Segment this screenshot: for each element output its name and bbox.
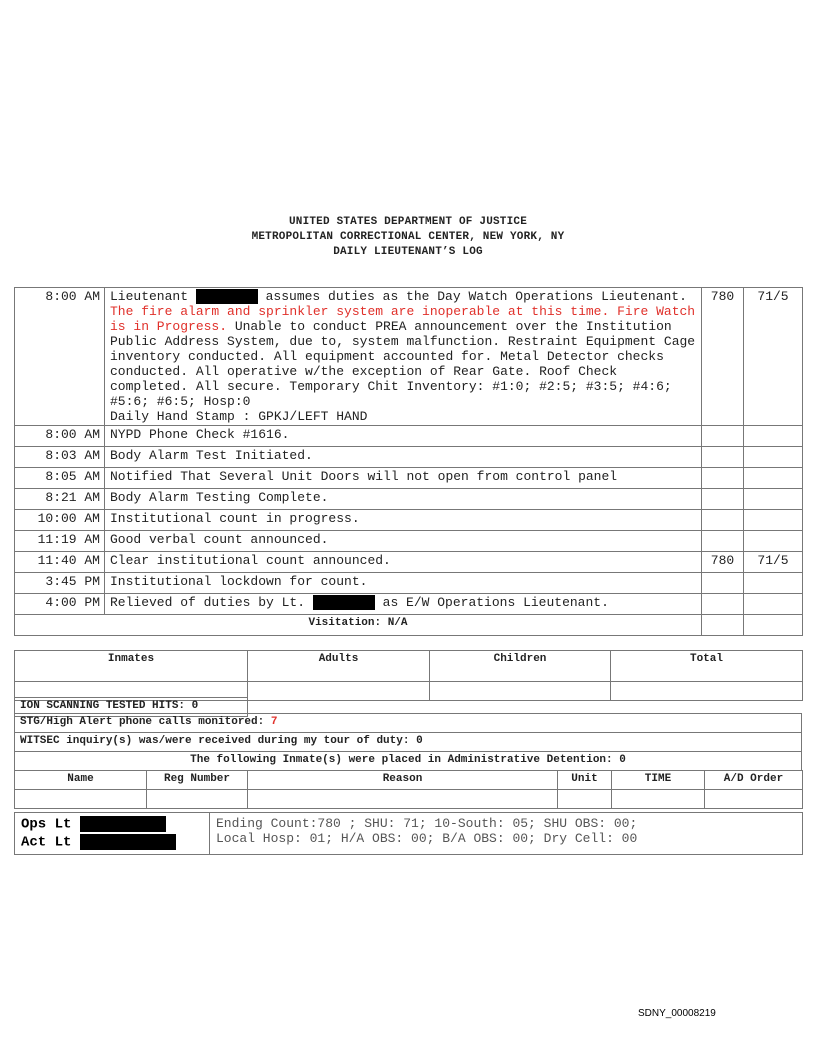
entry-count <box>702 468 744 489</box>
entry-text: Institutional count in progress. <box>105 510 702 531</box>
entry-shu <box>744 468 803 489</box>
entry-text: Good verbal count announced. <box>105 531 702 552</box>
redaction-bar <box>80 834 176 850</box>
entry-shu <box>744 489 803 510</box>
entry-count <box>702 426 744 447</box>
ad-title: The following Inmate(s) were placed in Administrative Detention: 0 <box>15 752 802 771</box>
ad-header: Reason <box>248 771 558 790</box>
log-entry <box>15 552 803 573</box>
log-entry <box>15 489 803 510</box>
entry-count <box>702 447 744 468</box>
entry-time: 8:00 AM <box>15 426 105 447</box>
entry-count <box>702 510 744 531</box>
fire-alarm-note: The fire alarm and sprinkler system are inoperable at this time. <box>110 304 610 320</box>
stg-table <box>14 713 802 771</box>
visits-header: Adults <box>248 651 430 682</box>
header-agency: UNITED STATES DEPARTMENT OF JUSTICE <box>288 216 528 228</box>
entry-time: 8:03 AM <box>15 447 105 468</box>
ad-table <box>14 770 803 809</box>
stg-calls: STG/High Alert phone calls monitored: 7 <box>15 714 802 733</box>
redaction-bar <box>196 289 258 304</box>
ion-scanning: ION SCANNING TESTED HITS: 0 <box>15 698 248 717</box>
log-entry <box>15 288 803 426</box>
log-entry <box>15 447 803 468</box>
entry-time: 8:05 AM <box>15 468 105 489</box>
log-entry <box>15 594 803 615</box>
entry-text: Clear institutional count announced. <box>105 552 702 573</box>
entry-time: 3:45 PM <box>15 573 105 594</box>
log-entry <box>15 468 803 489</box>
entry-time: 8:00 AM <box>15 288 105 426</box>
entry-shu <box>744 594 803 615</box>
entry-count <box>702 531 744 552</box>
entry-shu <box>744 510 803 531</box>
visitation-label: Visitation: N/A <box>15 615 702 636</box>
entry-time: 11:40 AM <box>15 552 105 573</box>
visits-table <box>14 650 803 701</box>
ad-header-row <box>15 771 803 790</box>
redaction-bar <box>313 595 375 610</box>
entry-text: NYPD Phone Check #1616. <box>105 426 702 447</box>
log-entry <box>15 531 803 552</box>
ending-count-cell <box>210 813 803 855</box>
ad-header: A/D Order <box>705 771 803 790</box>
signature-cell <box>15 813 210 855</box>
ending-count-line2: Local Hosp: 01; H/A OBS: 00; B/A OBS: 00; Dry Cell: 00 <box>216 831 638 846</box>
ad-header: Unit <box>558 771 612 790</box>
ad-header: TIME <box>612 771 705 790</box>
entry-count <box>702 489 744 510</box>
ad-empty-row <box>15 790 803 809</box>
entry-count: 780 <box>702 288 744 426</box>
visits-header: Inmates <box>15 651 248 682</box>
entry-count <box>702 573 744 594</box>
log-entry <box>15 573 803 594</box>
visits-header: Children <box>430 651 611 682</box>
entry-shu <box>744 426 803 447</box>
entry-time: 11:19 AM <box>15 531 105 552</box>
log-entry <box>15 426 803 447</box>
ad-header: Name <box>15 771 147 790</box>
visits-header-row <box>15 651 803 682</box>
header-title: DAILY LIEUTENANT’S LOG <box>333 246 483 258</box>
header-facility: METROPOLITAN CORRECTIONAL CENTER, NEW YORK, NY <box>251 231 565 243</box>
entry-count <box>702 594 744 615</box>
log-entry <box>15 510 803 531</box>
entry-text: Body Alarm Testing Complete. <box>105 489 702 510</box>
entry-time: 8:21 AM <box>15 489 105 510</box>
entry-shu <box>744 531 803 552</box>
visitation-row <box>15 615 803 636</box>
entry-text: Relieved of duties by Lt. as E/W Operations Lieutenant. <box>105 594 702 615</box>
redaction-bar <box>80 816 166 832</box>
entry-text: Notified That Several Unit Doors will not open from control panel <box>105 468 702 489</box>
stg-calls-value: 7 <box>270 716 278 728</box>
entry-shu: 71/5 <box>744 288 803 426</box>
signature-table <box>14 812 803 855</box>
entry-text: Institutional lockdown for count. <box>105 573 702 594</box>
entry-time: 4:00 PM <box>15 594 105 615</box>
hand-stamp: Daily Hand Stamp : GPKJ/LEFT HAND <box>110 409 368 425</box>
witsec-inquiries: WITSEC inquiry(s) was/were received during my tour of duty: 0 <box>15 733 802 752</box>
act-lt-label: Act Lt <box>21 834 72 851</box>
ad-header: Reg Number <box>147 771 248 790</box>
ops-lt-label: Ops Lt <box>21 816 72 833</box>
log-table <box>14 287 803 636</box>
log-header <box>0 215 816 260</box>
entry-text: Lieutenant assumes duties as the Day Watch Operations Lieutenant. The fire alarm and sprinkler system are inoperable at this time. Fire Watch is in Progress. Unable to conduct PREA announcement over the Institution Public Address System, due to, system malfunction. Restraint Equipment Cage inventory conducted. All equipment accounted for. Metal Detector checks conducted. All operative w/the exception of Rear Gate. Roof Check completed. All secure. Temporary Chit Inventory: #1:0; #2:5; #3:5; #4:6; #5:6; #6:5; Hosp:0 Daily Hand Stamp : GPKJ/LEFT HAND <box>105 288 702 426</box>
fire-watch-note: Fire Watch is in Progress. <box>110 304 696 335</box>
entry-shu <box>744 447 803 468</box>
entry-time: 10:00 AM <box>15 510 105 531</box>
entry-count: 780 <box>702 552 744 573</box>
bates-number: SDNY_00008219 <box>638 1008 716 1019</box>
entry-shu: 71/5 <box>744 552 803 573</box>
entry-text: Body Alarm Test Initiated. <box>105 447 702 468</box>
ending-count-line1: Ending Count:780 ; SHU: 71; 10-South: 05; SHU OBS: 00; <box>216 816 638 831</box>
entry-shu <box>744 573 803 594</box>
visits-header: Total <box>611 651 803 682</box>
